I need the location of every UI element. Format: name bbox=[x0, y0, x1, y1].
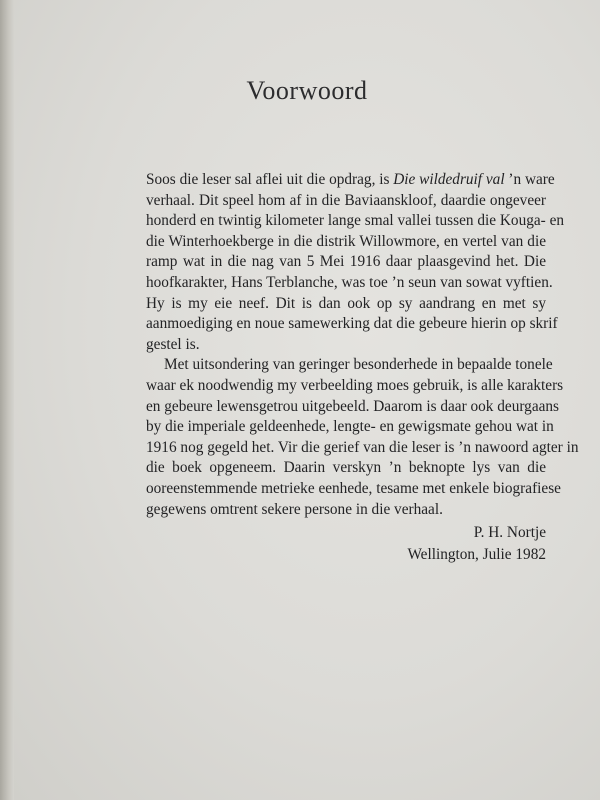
paragraph-2-line: waar ek noodwendig my verbeelding moes gebruik, is alle karakters bbox=[146, 376, 564, 394]
paragraph-1-line: hoofkarakter, Hans Terblanche, was toe ’n seun van sowat vyftien. bbox=[146, 273, 553, 291]
paragraph-1-line: honderd en twintig kilometer lange smal vallei tussen die Kouga- en bbox=[146, 212, 565, 230]
paragraph-2-line: gegewens omtrent sekere persone in die verhaal. bbox=[146, 500, 443, 518]
author-signature: P. H. Nortje bbox=[473, 524, 546, 542]
paragraph-2-line: by die imperiale geldeenhede, lengte- en gewigsmate gehou wat in bbox=[146, 418, 554, 436]
paragraph-2-line: Met uitsondering van geringer besonderhede in bepaalde tonele bbox=[164, 356, 553, 374]
paragraph-1-line: Hy is my eie neef. Dit is dan ook op sy aandrang en met sy bbox=[146, 294, 546, 312]
page-edge bbox=[0, 0, 14, 800]
paragraph-1-line: ramp wat in die nag van 5 Mei 1916 daar plaasgevind het. Die bbox=[146, 253, 546, 271]
place-date: Wellington, Julie 1982 bbox=[407, 546, 546, 564]
preface-text bbox=[146, 170, 579, 566]
book-title-italic: Die wildedruif val bbox=[393, 171, 505, 188]
paragraph-2-line: ooreenstemmende metrieke eenhede, tesame met enkele biografiese bbox=[146, 479, 561, 497]
paragraph-1-line-1: Soos die leser sal aflei uit die opdrag, is Die wildedruif val ’n ware bbox=[146, 171, 555, 188]
paragraph-1-line: aanmoediging en noue samewerking dat die gebeure hierin op skrif bbox=[146, 315, 558, 333]
paragraph-2-line: en gebeure lewensgetrou uitgebeeld. Daarom is daar ook deurgaans bbox=[146, 397, 560, 415]
paragraph-1-line: die Winterhoekberge in die distrik Willowmore, en vertel van die bbox=[146, 232, 546, 250]
paragraph-2-line: 1916 nog gegeld het. Vir die gerief van die leser is ’n nawoord agter in bbox=[146, 438, 579, 456]
paragraph-1-line: verhaal. Dit speel hom af in die Baviaanskloof, daardie ongeveer bbox=[146, 191, 546, 209]
book-page bbox=[14, 0, 600, 800]
page-title: Voorwoord bbox=[246, 76, 368, 105]
paragraph-1-line: gestel is. bbox=[146, 335, 200, 353]
paragraph-2-line: die boek opgeneem. Daarin verskyn ’n beknopte lys van die bbox=[146, 459, 546, 477]
